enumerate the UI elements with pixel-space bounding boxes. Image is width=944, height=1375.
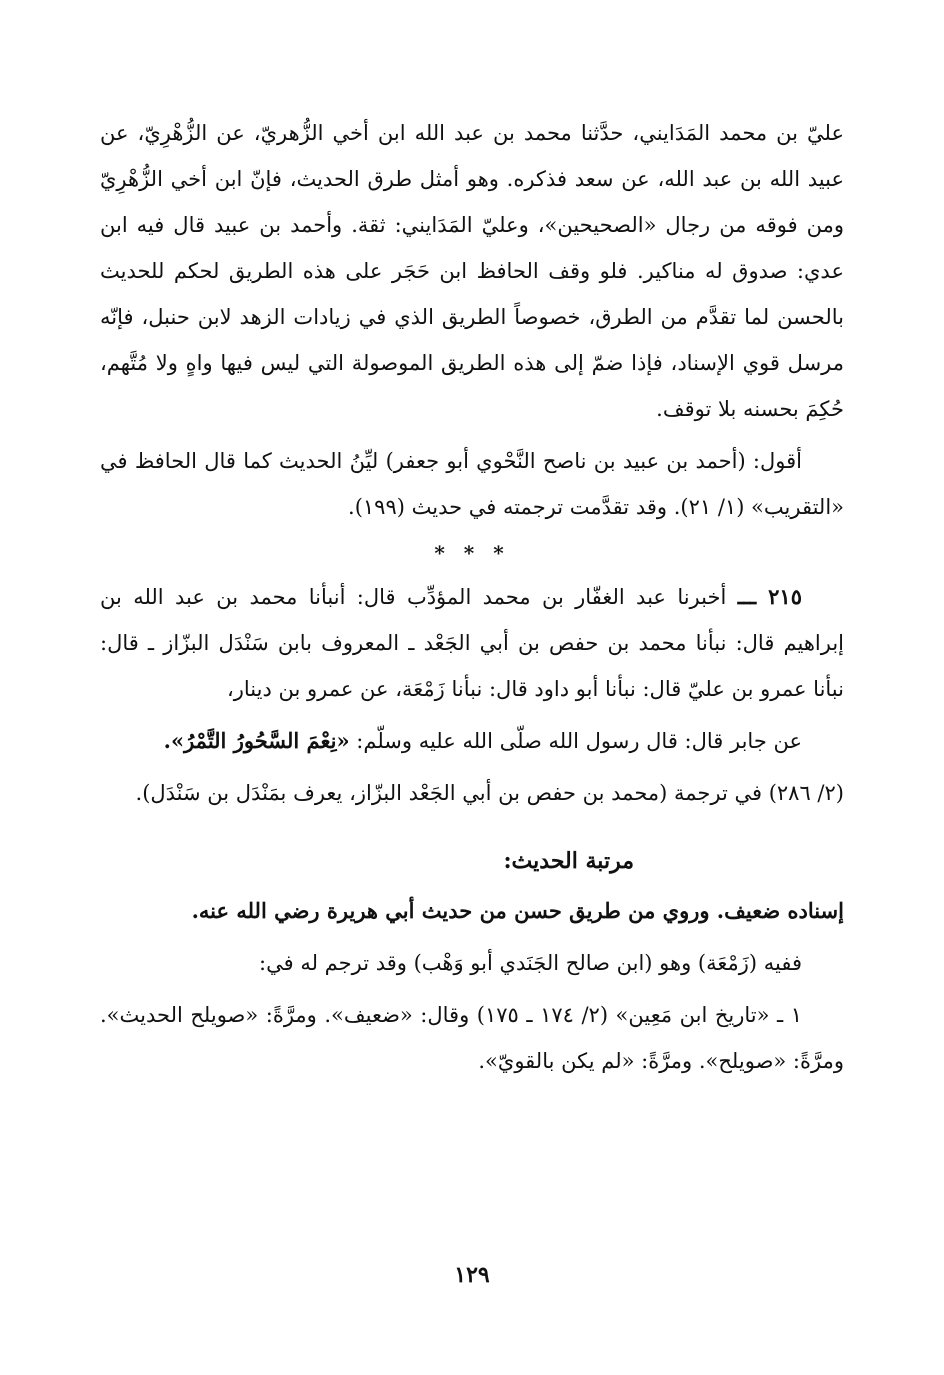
- book-page: [100, 110, 844, 1084]
- hadith-quote: «نِعْمَ السَّحُورُ التَّمْرُ».: [163, 728, 350, 753]
- section-separator: * * *: [434, 541, 510, 565]
- paragraph-isnad-discussion: عليّ بن محمد المَدَايني، حدَّثنا محمد بن عبد الله ابن أخي الزُّهريّ، عن الزُّهْرِيّ، عن عبيد الله بن عبد الله، عن سعد فذكره. وهو أمثل طرق الحديث، فإنّ ابن أخي الزُّهْرِيّ ومن فوقه من رجال «الصحيحين»، وعليّ المَدَايني: ثقة. وأحمد بن عبيد قال فيه ابن عدي: صدوق له مناكير. فلو وقف الحافظ ابن حَجَر على هذه الطريق لحكم للحديث بالحسن لما تقدَّم من الطرق، خصوصاً الطريق الذي في زيادات الزهد لابن حنبل، فإنّه مرسل قوي الإسناد، فإذا ضمّ إلى هذه الطريق الموصولة التي ليس فيها واهٍ ولا مُتَّهم، حُكِمَ بحسنه بلا توقف.: [100, 121, 844, 421]
- paragraph-grade-verdict: إسناده ضعيف. وروي من طريق حسن من حديث أبي هريرة رضي الله عنه.: [191, 898, 844, 923]
- paragraph-biography-reference: ١ ـ «تاريخ ابن مَعِين» (٢/ ١٧٤ ـ ١٧٥) وقال: «ضعيف». ومرَّةً: «صويلح الحديث». ومرَّةً: «صويلح». ومرَّةً: «لم يكن بالقويّ».: [100, 1003, 844, 1073]
- hadith-chain-text: أخبرنا عبد الغفّار بن محمد المؤدِّب قال: أنبأنا محمد بن عبد الله بن إبراهيم قال: نبأنا محمد بن حفص بن أبي الجَعْد ـ المعروف بابن سَنْدَل البزّاز ـ قال: نبأنا عمرو بن عليّ قال: نبأنا أبو داود قال: نبأنا زَمْعَة، عن عمرو بن دينار،: [100, 585, 844, 701]
- paragraph-hadith-text: [100, 718, 844, 764]
- section-heading-hadith-grade: مرتبة الحديث:: [503, 848, 634, 874]
- hadith-narration-prefix: عن جابر قال: قال رسول الله صلّى الله عليه وسلّم:: [349, 729, 802, 753]
- hadith-number: ٢١٥ ـــ: [737, 584, 802, 609]
- page-number: ١٢٩: [454, 1262, 490, 1288]
- paragraph-author-note: أقول: (أحمد بن عبيد بن ناصح النَّحْوي أبو جعفر) ليِّنُ الحديث كما قال الحافظ في «التقريب» (١/ ٢١). وقد تقدَّمت ترجمته في حديث (١٩٩).: [100, 449, 844, 519]
- paragraph-source-reference: (٢/ ٢٨٦) في ترجمة (محمد بن حفص بن أبي الجَعْد البزّاز، يعرف بمَنْدَل بن سَنْدَل).: [135, 781, 844, 805]
- paragraph-narrator-note: ففيه (زَمْعَة) وهو (ابن صالح الجَنَدي أبو وَهْب) وقد ترجم له في:: [259, 951, 802, 975]
- paragraph-hadith-chain: [100, 574, 844, 712]
